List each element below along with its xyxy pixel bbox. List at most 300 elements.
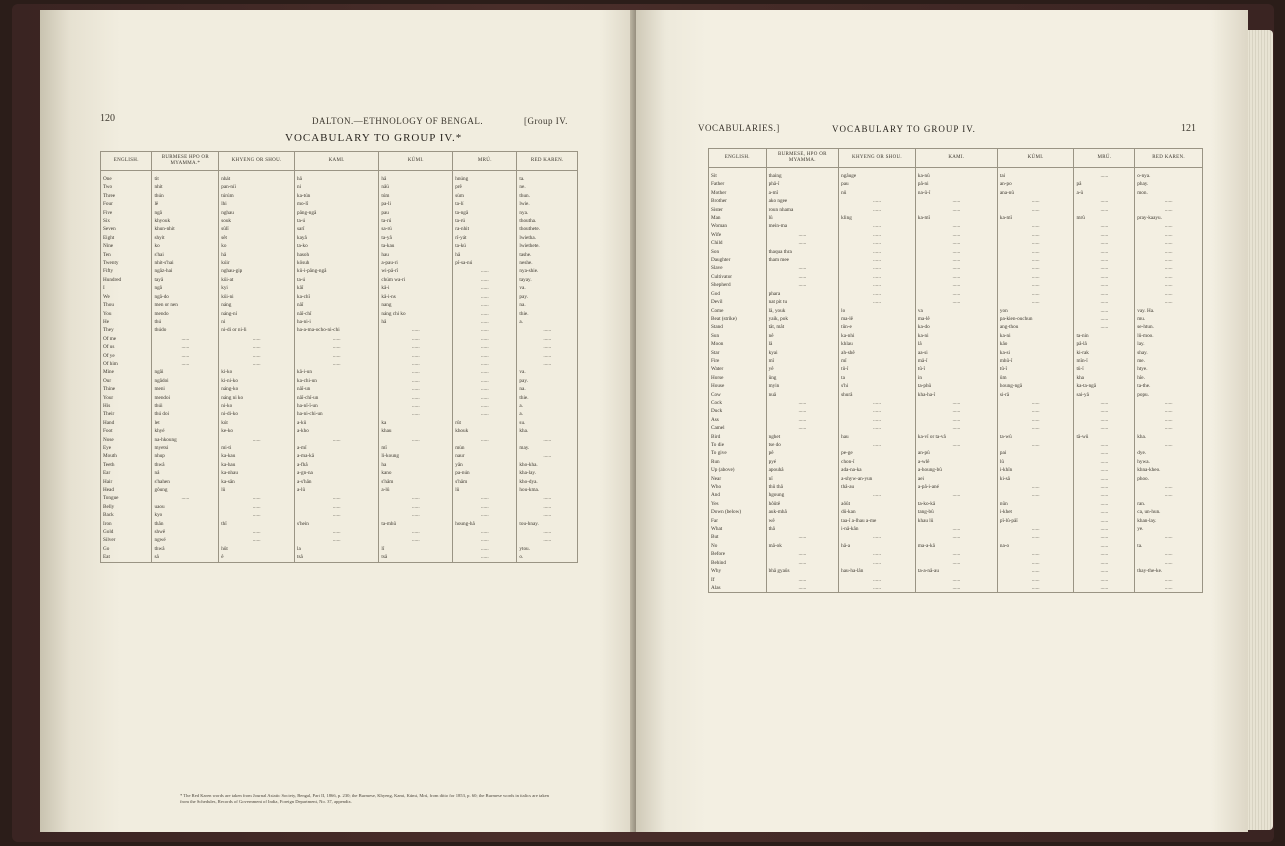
table-row: [709, 458, 1203, 466]
translation-cell: ......: [453, 436, 517, 444]
translation-cell: ......: [1135, 248, 1203, 256]
english-word-cell: Father: [709, 180, 767, 188]
english-word-cell: Cow: [709, 391, 767, 399]
table-row: [101, 293, 578, 301]
translation-cell: ako ngee: [766, 197, 839, 205]
translation-cell: taa-î a-lhau a-me: [839, 517, 916, 525]
translation-cell: ......: [517, 436, 578, 444]
translation-cell: lâ: [766, 340, 839, 348]
english-word-cell: Up (above): [709, 466, 767, 474]
translation-cell: i-khîn: [997, 466, 1074, 474]
translation-cell: pau: [379, 209, 453, 217]
translation-cell: ko: [152, 242, 219, 250]
english-word-cell: Cock: [709, 399, 767, 407]
translation-cell: mi-ti: [219, 444, 295, 452]
translation-cell: nhup: [152, 452, 219, 460]
translation-cell: kyi: [219, 284, 295, 292]
table-row: [101, 528, 578, 536]
translation-cell: ......: [1135, 550, 1203, 558]
translation-cell: nâü: [379, 183, 453, 191]
translation-cell: lwiethete.: [517, 242, 578, 250]
table-row: [709, 433, 1203, 441]
translation-cell: tayay.: [517, 276, 578, 284]
table-row: [709, 399, 1203, 407]
translation-cell: kho-kha.: [517, 461, 578, 469]
column-header: KHYENG OR SHOU.: [219, 152, 295, 171]
english-word-cell: Your: [101, 394, 152, 402]
translation-cell: lo: [839, 307, 916, 315]
translation-cell: ......: [766, 424, 839, 432]
translation-cell: ki-ni-ko: [219, 377, 295, 385]
table-row: [709, 424, 1203, 432]
translation-cell: ......: [379, 377, 453, 385]
table-row: [101, 469, 578, 477]
translation-cell: ......: [379, 536, 453, 544]
translation-cell: ka-ni: [915, 332, 997, 340]
translation-cell: hau: [839, 433, 916, 441]
translation-cell: ngwé: [152, 536, 219, 544]
translation-cell: ......: [1074, 525, 1135, 533]
translation-cell: lê: [152, 200, 219, 208]
right-page: [636, 10, 1248, 832]
english-word-cell: His: [101, 402, 152, 410]
translation-cell: tse do: [766, 441, 839, 449]
translation-cell: mendo: [152, 310, 219, 318]
translation-cell: ngâ: [152, 284, 219, 292]
english-word-cell: Ten: [101, 251, 152, 259]
translation-cell: lû-moo.: [1135, 332, 1203, 340]
translation-cell: i-nâ-kân: [839, 525, 916, 533]
translation-cell: pay.: [517, 377, 578, 385]
column-header: MRÚ.: [453, 152, 517, 171]
translation-cell: sêt: [219, 234, 295, 242]
translation-cell: ......: [1135, 483, 1203, 491]
translation-cell: ......: [295, 494, 379, 502]
translation-cell: ko: [219, 242, 295, 250]
translation-cell: lû: [453, 486, 517, 494]
translation-cell: ......: [839, 264, 916, 272]
table-row: [709, 197, 1203, 205]
translation-cell: a-wlê: [915, 458, 997, 466]
translation-cell: a.: [517, 402, 578, 410]
translation-cell: ......: [1074, 248, 1135, 256]
translation-cell: ......: [517, 335, 578, 343]
table-row: [709, 508, 1203, 516]
translation-cell: tai: [997, 168, 1074, 181]
left-page: [40, 10, 640, 832]
translation-cell: ......: [997, 197, 1074, 205]
translation-cell: nî: [766, 475, 839, 483]
english-word-cell: Eye: [101, 444, 152, 452]
translation-cell: ......: [453, 503, 517, 511]
translation-cell: ......: [997, 441, 1074, 449]
translation-cell: nya.: [517, 209, 578, 217]
translation-cell: ......: [839, 407, 916, 415]
table-row: [709, 449, 1203, 457]
translation-cell: ......: [997, 559, 1074, 567]
column-header: ENGLISH.: [709, 149, 767, 168]
translation-cell: houng-ngâ: [997, 382, 1074, 390]
table-row: [709, 256, 1203, 264]
translation-cell: o-nya.: [1135, 168, 1203, 181]
translation-cell: pyé: [766, 458, 839, 466]
translation-cell: kyai: [766, 349, 839, 357]
translation-cell: ke-ko: [219, 427, 295, 435]
translation-cell: su.: [517, 419, 578, 427]
translation-cell: ......: [295, 436, 379, 444]
translation-cell: ......: [839, 424, 916, 432]
translation-cell: dye.: [1135, 449, 1203, 457]
translation-cell: ......: [1135, 281, 1203, 289]
translation-cell: ......: [1135, 298, 1203, 306]
translation-cell: ka: [379, 419, 453, 427]
table-row: [101, 360, 578, 368]
translation-cell: ta-phû: [915, 382, 997, 390]
english-word-cell: Bird: [709, 433, 767, 441]
translation-cell: thún: [152, 192, 219, 200]
translation-cell: ......: [839, 206, 916, 214]
english-word-cell: Fire: [709, 357, 767, 365]
translation-cell: ang-thou: [997, 323, 1074, 331]
english-word-cell: Horse: [709, 374, 767, 382]
translation-cell: thouthete.: [517, 225, 578, 233]
translation-cell: ......: [915, 424, 997, 432]
translation-cell: a-û: [1074, 189, 1135, 197]
translation-cell: ......: [1074, 483, 1135, 491]
translation-cell: pâng-ngâ: [295, 209, 379, 217]
translation-cell: la: [295, 545, 379, 553]
english-word-cell: Water: [709, 365, 767, 373]
translation-cell: ......: [453, 511, 517, 519]
translation-cell: ......: [839, 222, 916, 230]
table-row: [101, 427, 578, 435]
translation-cell: htye.: [1135, 365, 1203, 373]
translation-cell: ......: [839, 239, 916, 247]
translation-cell: ta-rú: [379, 217, 453, 225]
english-word-cell: Who: [709, 483, 767, 491]
translation-cell: nghau: [219, 209, 295, 217]
translation-cell: ......: [1074, 533, 1135, 541]
translation-cell: ......: [379, 528, 453, 536]
english-word-cell: Daughter: [709, 256, 767, 264]
translation-cell: ......: [915, 290, 997, 298]
column-header: BURMESE, HPO OR MYAMMA.: [766, 149, 839, 168]
translation-cell: se-htun.: [1135, 323, 1203, 331]
translation-cell: naur: [453, 452, 517, 460]
english-word-cell: Far: [709, 517, 767, 525]
table-row: [101, 536, 578, 544]
english-word-cell: Foot: [101, 427, 152, 435]
table-row: [101, 368, 578, 376]
english-word-cell: Star: [709, 349, 767, 357]
translation-cell: ......: [915, 441, 997, 449]
translation-cell: mrû: [1074, 214, 1135, 222]
translation-cell: ......: [839, 584, 916, 593]
english-word-cell: One: [101, 171, 152, 184]
translation-cell: ......: [1074, 399, 1135, 407]
english-word-cell: Thine: [101, 385, 152, 393]
translation-cell: ......: [453, 402, 517, 410]
translation-cell: pai: [997, 449, 1074, 457]
english-word-cell: Belly: [101, 503, 152, 511]
translation-cell: ka-si: [997, 349, 1074, 357]
translation-cell: lû: [766, 214, 839, 222]
translation-cell: ra-nhit: [453, 225, 517, 233]
translation-cell: ta.: [517, 171, 578, 184]
table-row: [709, 189, 1203, 197]
translation-cell: ......: [1074, 542, 1135, 550]
translation-cell: hau-ha-lân: [839, 567, 916, 575]
translation-cell: ta-ú: [295, 276, 379, 284]
translation-cell: ......: [915, 559, 997, 567]
translation-cell: mendoi: [152, 394, 219, 402]
translation-cell: yaik, pok: [766, 315, 839, 323]
translation-cell: phâ-î: [766, 180, 839, 188]
table-row: [709, 323, 1203, 331]
english-word-cell: No: [709, 542, 767, 550]
translation-cell: thú doi: [152, 410, 219, 418]
translation-cell: rî-yát: [453, 234, 517, 242]
translation-cell: ......: [453, 267, 517, 275]
translation-cell: khlau: [839, 340, 916, 348]
table-row: [709, 441, 1203, 449]
translation-cell: s'hi: [839, 382, 916, 390]
english-word-cell: Duck: [709, 407, 767, 415]
translation-cell: sai-yâ: [1074, 391, 1135, 399]
translation-cell: na-o: [997, 542, 1074, 550]
translation-cell: ta-ú: [295, 217, 379, 225]
translation-cell: ......: [453, 310, 517, 318]
translation-cell: pray-kaayu.: [1135, 214, 1203, 222]
translation-cell: neshe.: [517, 259, 578, 267]
translation-cell: ni-di-ko: [219, 410, 295, 418]
translation-cell: ha-a-ma-ocho-ni-chi: [295, 326, 379, 334]
translation-cell: ne.: [517, 183, 578, 191]
english-word-cell: Camel: [709, 424, 767, 432]
translation-cell: ka-ni: [997, 332, 1074, 340]
table-row: [709, 391, 1203, 399]
translation-cell: nû: [839, 189, 916, 197]
translation-cell: ......: [1074, 576, 1135, 584]
translation-cell: ......: [997, 298, 1074, 306]
english-word-cell: Mine: [101, 368, 152, 376]
translation-cell: ......: [915, 206, 997, 214]
translation-cell: ......: [915, 584, 997, 593]
table-row: [101, 284, 578, 292]
translation-cell: pâ: [1074, 180, 1135, 188]
translation-cell: ......: [517, 352, 578, 360]
english-word-cell: Man: [709, 214, 767, 222]
translation-cell: thwâ: [152, 545, 219, 553]
translation-cell: nya-shie.: [517, 267, 578, 275]
translation-cell: ah-shê: [839, 349, 916, 357]
translation-cell: ......: [152, 494, 219, 502]
english-word-cell: Three: [101, 192, 152, 200]
translation-cell: sâ: [152, 553, 219, 562]
right-page-title: VOCABULARY TO GROUP IV.: [832, 124, 976, 134]
translation-cell: ......: [1074, 323, 1135, 331]
translation-cell: ......: [997, 248, 1074, 256]
translation-cell: roun nhama: [766, 206, 839, 214]
left-footnote: * The Red Karen words are taken from Journal Asiatic Society, Bengal, Part II, 1866, p. 230; the Burmese, Khyeng, Kami, Kúmi, Mrú, from ditto for 1853, p. 60; the Burmese words in italics are taken from the Schedules, Records of Government of India, Foreign Department, No. 37, appendix.: [180, 793, 549, 804]
translation-cell: ......: [517, 326, 578, 334]
translation-cell: ê: [219, 553, 295, 562]
translation-cell: ana-nû: [997, 189, 1074, 197]
translation-cell: kha.: [1135, 433, 1203, 441]
translation-cell: a-mî: [766, 189, 839, 197]
translation-cell: khyé: [152, 427, 219, 435]
translation-cell: ......: [997, 483, 1074, 491]
translation-cell: ûng: [766, 374, 839, 382]
translation-cell: va: [915, 307, 997, 315]
translation-cell: mein-ma: [766, 222, 839, 230]
table-row: [101, 444, 578, 452]
english-word-cell: Hundred: [101, 276, 152, 284]
translation-cell: ......: [839, 533, 916, 541]
translation-cell: ......: [766, 399, 839, 407]
table-row: [709, 483, 1203, 491]
translation-cell: ......: [915, 231, 997, 239]
translation-cell: kha.: [517, 427, 578, 435]
translation-cell: nghet: [766, 433, 839, 441]
translation-cell: li-koung: [379, 452, 453, 460]
english-word-cell: Near: [709, 475, 767, 483]
translation-cell: kho-dya.: [517, 478, 578, 486]
translation-cell: ngâz-hai: [152, 267, 219, 275]
translation-cell: ......: [1135, 407, 1203, 415]
table-row: [101, 419, 578, 427]
table-row: [101, 545, 578, 553]
table-row: [101, 234, 578, 242]
translation-cell: kôsuh: [295, 259, 379, 267]
translation-cell: pan-níi: [219, 183, 295, 191]
english-word-cell: Alas: [709, 584, 767, 593]
translation-cell: ......: [997, 533, 1074, 541]
table-row: [709, 382, 1203, 390]
english-word-cell: He: [101, 318, 152, 326]
translation-cell: a.: [517, 410, 578, 418]
translation-cell: ......: [379, 511, 453, 519]
table-row: [101, 402, 578, 410]
translation-cell: ki-ko: [219, 368, 295, 376]
translation-cell: ......: [997, 584, 1074, 593]
translation-cell: na-hkoung: [152, 436, 219, 444]
translation-cell: ......: [1074, 273, 1135, 281]
translation-cell: aa-si: [915, 349, 997, 357]
translation-cell: kha-lay.: [517, 469, 578, 477]
translation-cell: ......: [295, 503, 379, 511]
translation-cell: ......: [1074, 298, 1135, 306]
translation-cell: ta-wû: [997, 433, 1074, 441]
table-row: [709, 298, 1203, 306]
english-word-cell: Hand: [101, 419, 152, 427]
translation-cell: an-pû: [915, 449, 997, 457]
translation-cell: kûi-at: [219, 276, 295, 284]
translation-cell: ......: [453, 284, 517, 292]
translation-cell: kút: [219, 419, 295, 427]
table-row: [709, 180, 1203, 188]
translation-cell: thie.: [517, 310, 578, 318]
translation-cell: ......: [152, 335, 219, 343]
english-word-cell: Twenty: [101, 259, 152, 267]
translation-cell: ......: [379, 436, 453, 444]
english-word-cell: Mother: [709, 189, 767, 197]
translation-cell: a-fhâ: [295, 461, 379, 469]
translation-cell: ......: [1135, 264, 1203, 272]
translation-cell: nûn: [997, 500, 1074, 508]
translation-cell: ......: [997, 206, 1074, 214]
translation-cell: ......: [997, 273, 1074, 281]
table-row: [709, 357, 1203, 365]
translation-cell: dû-kan: [839, 508, 916, 516]
table-row: [709, 576, 1203, 584]
translation-cell: ......: [379, 326, 453, 334]
translation-cell: tayâ: [152, 276, 219, 284]
translation-cell: hgoung: [766, 491, 839, 499]
translation-cell: yân: [453, 461, 517, 469]
translation-cell: tou-hnay.: [517, 520, 578, 528]
translation-cell: lû: [219, 486, 295, 494]
translation-cell: ......: [219, 352, 295, 360]
translation-cell: thoutha.: [517, 217, 578, 225]
translation-cell: mî: [839, 357, 916, 365]
table-row: [709, 206, 1203, 214]
english-word-cell: Four: [101, 200, 152, 208]
english-word-cell: Woman: [709, 222, 767, 230]
translation-cell: men or nen: [152, 301, 219, 309]
translation-cell: ......: [766, 264, 839, 272]
translation-cell: pâ-lâ: [1074, 340, 1135, 348]
translation-cell: pâ-ni: [915, 180, 997, 188]
translation-cell: ......: [295, 352, 379, 360]
translation-cell: ......: [379, 410, 453, 418]
translation-cell: ha-ni-i: [295, 318, 379, 326]
translation-cell: tsâ: [295, 553, 379, 562]
english-word-cell: Moon: [709, 340, 767, 348]
english-word-cell: Of him: [101, 360, 152, 368]
english-word-cell: Beat (strike): [709, 315, 767, 323]
translation-cell: ......: [1074, 500, 1135, 508]
translation-cell: ......: [295, 360, 379, 368]
translation-cell: a-ma-kâ: [295, 452, 379, 460]
translation-cell: ......: [517, 528, 578, 536]
translation-cell: tât, mât: [766, 323, 839, 331]
translation-cell: ......: [219, 494, 295, 502]
translation-cell: ......: [997, 256, 1074, 264]
translation-cell: s'hai: [152, 251, 219, 259]
translation-cell: hâ: [219, 251, 295, 259]
translation-cell: ......: [1074, 441, 1135, 449]
translation-cell: ......: [1135, 290, 1203, 298]
translation-cell: ......: [453, 545, 517, 553]
english-word-cell: To give: [709, 449, 767, 457]
translation-cell: ......: [997, 239, 1074, 247]
english-word-cell: You: [101, 310, 152, 318]
translation-cell: ......: [1074, 168, 1135, 181]
translation-cell: ......: [766, 239, 839, 247]
translation-cell: ni-ko: [219, 402, 295, 410]
translation-cell: aei: [915, 475, 997, 483]
translation-cell: hâ-a: [839, 542, 916, 550]
translation-cell: thâ: [766, 525, 839, 533]
translation-cell: ka-sân: [219, 478, 295, 486]
translation-cell: hywa.: [1135, 458, 1203, 466]
english-word-cell: I: [101, 284, 152, 292]
translation-cell: ......: [517, 511, 578, 519]
translation-cell: nang: [379, 301, 453, 309]
translation-cell: hîe.: [1135, 374, 1203, 382]
translation-cell: khan-lay.: [1135, 517, 1203, 525]
